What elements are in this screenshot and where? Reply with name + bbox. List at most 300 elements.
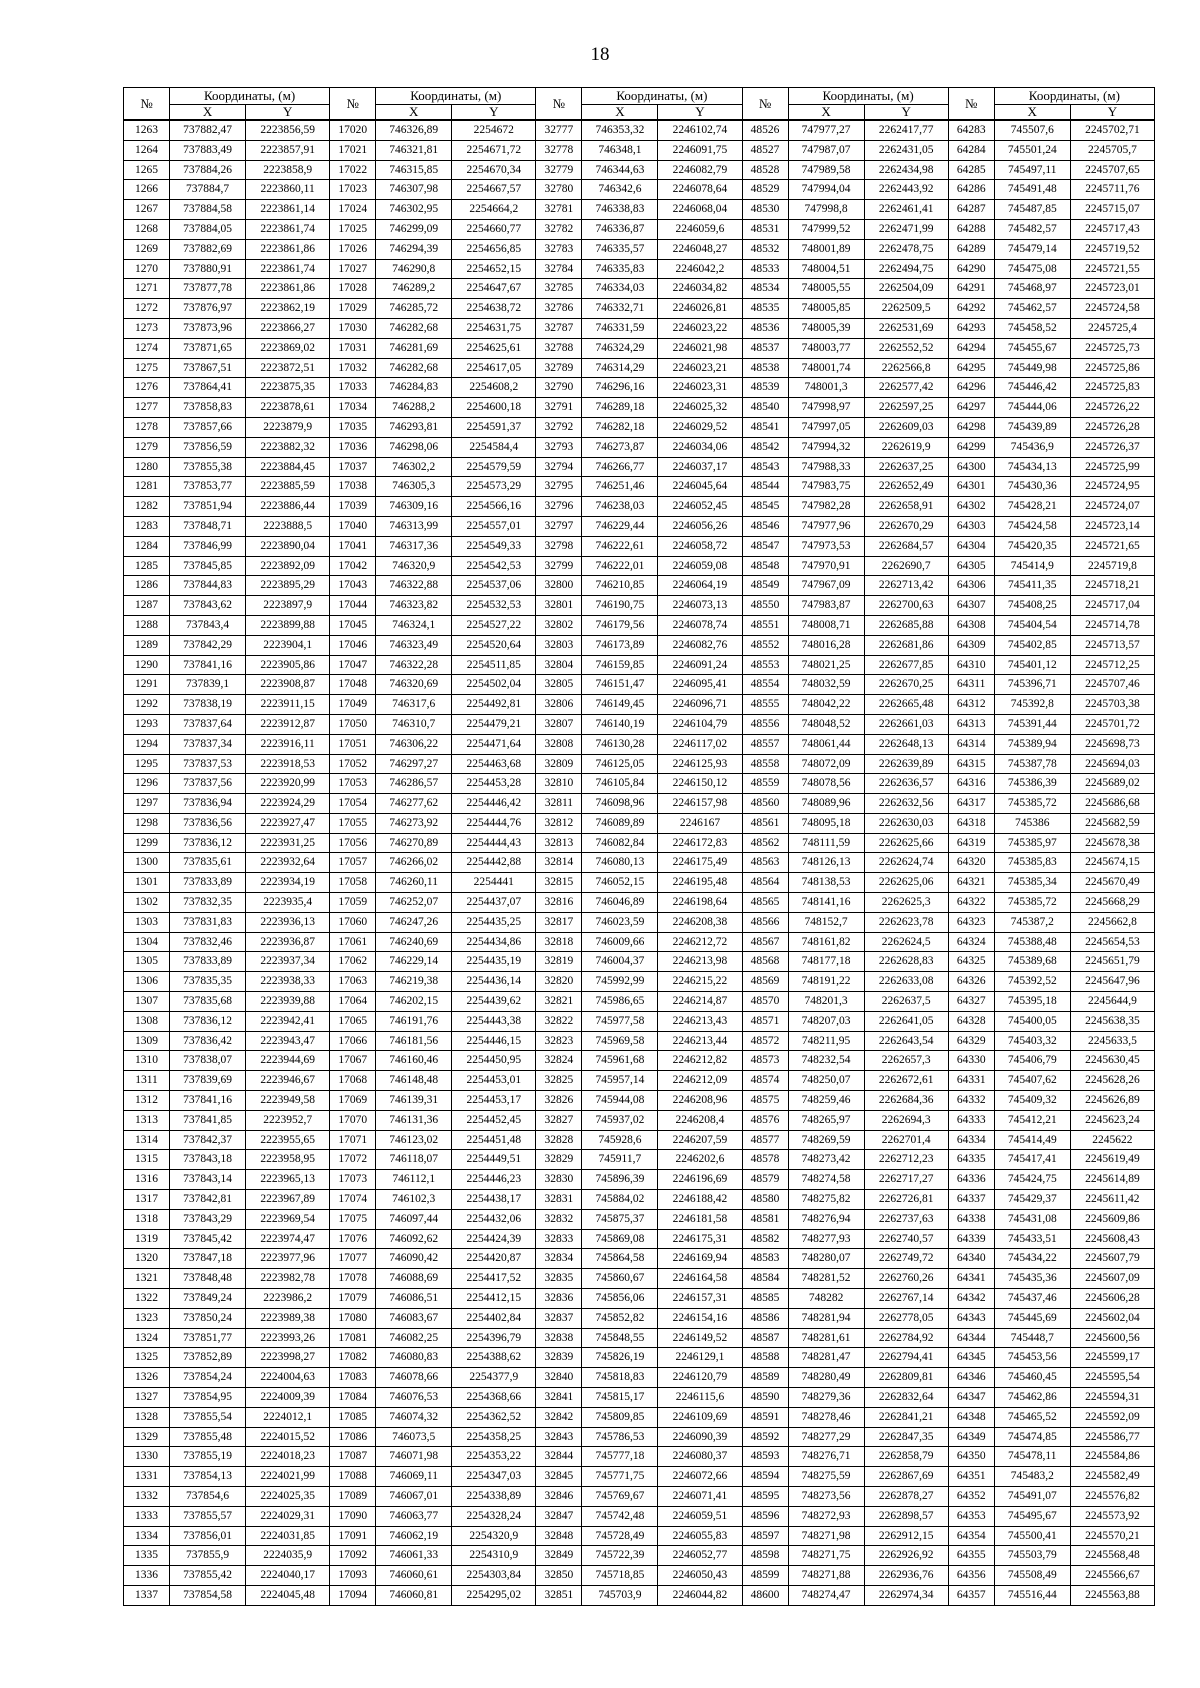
- coord-y-cell: 2223946,67: [246, 1071, 330, 1091]
- coord-x-cell: 746296,16: [582, 378, 658, 398]
- point-number-cell: 17046: [330, 635, 376, 655]
- point-number-cell: 48557: [742, 734, 788, 754]
- point-number-cell: 32825: [536, 1071, 582, 1091]
- coord-y-cell: 2223875,35: [246, 378, 330, 398]
- coord-y-cell: 2262636,57: [864, 774, 948, 794]
- coord-x-cell: 737833,89: [170, 952, 246, 972]
- point-number-cell: 48584: [742, 1269, 788, 1289]
- coord-y-cell: 2246157,98: [658, 794, 742, 814]
- coord-y-cell: 2223911,15: [246, 695, 330, 715]
- coord-x-cell: 746285,72: [376, 299, 452, 319]
- coord-y-cell: 2246029,52: [658, 417, 742, 437]
- coord-y-cell: 2245582,49: [1070, 1467, 1154, 1487]
- coord-y-cell: 2254442,88: [452, 853, 536, 873]
- coord-y-cell: 2262471,99: [864, 219, 948, 239]
- coord-x-cell: 745424,75: [994, 1170, 1070, 1190]
- point-number-cell: 17093: [330, 1566, 376, 1586]
- table-row: [124, 714, 1155, 734]
- point-number-cell: 48535: [742, 299, 788, 319]
- coord-x-cell: 737873,96: [170, 318, 246, 338]
- coord-x-cell: 748021,25: [788, 655, 864, 675]
- coord-y-cell: 2246091,24: [658, 655, 742, 675]
- point-number-cell: 1310: [124, 1051, 170, 1071]
- coord-x-cell: 737833,89: [170, 873, 246, 893]
- coord-y-cell: 2245595,54: [1070, 1368, 1154, 1388]
- point-number-cell: 64327: [948, 992, 994, 1012]
- coord-y-cell: 2262726,81: [864, 1190, 948, 1210]
- coord-y-cell: 2245622: [1070, 1130, 1154, 1150]
- coord-y-cell: 2223989,38: [246, 1308, 330, 1328]
- coord-x-cell: 745896,39: [582, 1170, 658, 1190]
- coord-y-cell: 2254446,23: [452, 1170, 536, 1190]
- point-number-cell: 64304: [948, 536, 994, 556]
- coord-x-cell: 746302,2: [376, 457, 452, 477]
- coord-y-cell: 2262740,57: [864, 1229, 948, 1249]
- point-number-cell: 1274: [124, 338, 170, 358]
- coord-x-cell: 746302,95: [376, 200, 452, 220]
- coord-y-cell: 2254353,22: [452, 1447, 536, 1467]
- point-number-cell: 32798: [536, 536, 582, 556]
- coord-y-cell: 2254471,64: [452, 734, 536, 754]
- point-number-cell: 48569: [742, 972, 788, 992]
- coord-x-cell: 746344,63: [582, 160, 658, 180]
- coord-x-cell: 737884,05: [170, 219, 246, 239]
- coord-y-cell: 2262681,86: [864, 635, 948, 655]
- point-number-cell: 17026: [330, 239, 376, 259]
- coord-y-cell: 2262878,27: [864, 1486, 948, 1506]
- coord-y-cell: 2262657,3: [864, 1051, 948, 1071]
- point-number-cell: 48549: [742, 576, 788, 596]
- coord-y-cell: 2223872,51: [246, 358, 330, 378]
- coord-y-cell: 2246208,96: [658, 1091, 742, 1111]
- coord-y-cell: 2223943,47: [246, 1031, 330, 1051]
- coord-y-cell: 2246188,42: [658, 1190, 742, 1210]
- coord-x-cell: 745424,58: [994, 516, 1070, 536]
- coord-y-cell: 2254388,62: [452, 1348, 536, 1368]
- point-number-cell: 48527: [742, 140, 788, 160]
- point-number-cell: 64340: [948, 1249, 994, 1269]
- coord-y-cell: 2254412,15: [452, 1289, 536, 1309]
- coord-y-cell: 2246213,44: [658, 1031, 742, 1051]
- point-number-cell: 48529: [742, 180, 788, 200]
- coord-x-cell: 745385,72: [994, 893, 1070, 913]
- table-row: [124, 1566, 1155, 1586]
- coord-x-cell: 746335,57: [582, 239, 658, 259]
- coord-y-cell: 2246115,6: [658, 1388, 742, 1408]
- point-number-cell: 17053: [330, 774, 376, 794]
- point-number-cell: 1264: [124, 140, 170, 160]
- coord-x-cell: 748201,3: [788, 992, 864, 1012]
- table-row: [124, 1526, 1155, 1546]
- point-number-cell: 48574: [742, 1071, 788, 1091]
- point-number-cell: 48553: [742, 655, 788, 675]
- coord-y-cell: 2246082,76: [658, 635, 742, 655]
- coord-y-cell: 2223899,88: [246, 615, 330, 635]
- point-number-cell: 1263: [124, 120, 170, 140]
- point-number-cell: 64283: [948, 120, 994, 140]
- coord-y-cell: 2262637,5: [864, 992, 948, 1012]
- coord-x-cell: 746322,88: [376, 576, 452, 596]
- point-number-cell: 48558: [742, 754, 788, 774]
- coord-y-cell: 2254579,59: [452, 457, 536, 477]
- point-number-cell: 64324: [948, 932, 994, 952]
- point-number-cell: 1328: [124, 1407, 170, 1427]
- point-number-cell: 48571: [742, 1011, 788, 1031]
- point-number-cell: 1273: [124, 318, 170, 338]
- coord-y-cell: 2246154,16: [658, 1308, 742, 1328]
- coord-y-cell: 2223882,32: [246, 437, 330, 457]
- coord-x-cell: 745414,49: [994, 1130, 1070, 1150]
- point-number-cell: 48526: [742, 120, 788, 140]
- point-number-cell: 48561: [742, 813, 788, 833]
- point-number-cell: 1330: [124, 1447, 170, 1467]
- coord-x-cell: 737846,99: [170, 536, 246, 556]
- point-number-cell: 32781: [536, 200, 582, 220]
- coord-x-cell: 745777,18: [582, 1447, 658, 1467]
- coord-x-cell: 745448,7: [994, 1328, 1070, 1348]
- coord-x-cell: 745771,75: [582, 1467, 658, 1487]
- coord-y-cell: 2223938,33: [246, 972, 330, 992]
- coord-x-cell: 737855,42: [170, 1566, 246, 1586]
- point-number-cell: 32814: [536, 853, 582, 873]
- coord-x-cell: 748126,13: [788, 853, 864, 873]
- coord-y-cell: 2254672: [452, 120, 536, 140]
- point-number-cell: 17043: [330, 576, 376, 596]
- point-number-cell: 48579: [742, 1170, 788, 1190]
- header-coordinates: Координаты, (м): [994, 88, 1154, 105]
- table-row: [124, 318, 1155, 338]
- coord-x-cell: 737851,77: [170, 1328, 246, 1348]
- coord-x-cell: 737853,77: [170, 477, 246, 497]
- coord-x-cell: 746210,85: [582, 576, 658, 596]
- point-number-cell: 1313: [124, 1110, 170, 1130]
- coord-x-cell: 745403,32: [994, 1031, 1070, 1051]
- point-number-cell: 48572: [742, 1031, 788, 1051]
- point-number-cell: 48560: [742, 794, 788, 814]
- point-number-cell: 17036: [330, 437, 376, 457]
- coord-y-cell: 2246034,82: [658, 279, 742, 299]
- point-number-cell: 64310: [948, 655, 994, 675]
- coord-x-cell: 746102,3: [376, 1190, 452, 1210]
- table-row: [124, 1249, 1155, 1269]
- point-number-cell: 64343: [948, 1308, 994, 1328]
- coord-x-cell: 746282,68: [376, 318, 452, 338]
- point-number-cell: 48581: [742, 1209, 788, 1229]
- coord-y-cell: 2246023,21: [658, 358, 742, 378]
- coord-x-cell: 745389,94: [994, 734, 1070, 754]
- point-number-cell: 1335: [124, 1546, 170, 1566]
- table-row: [124, 497, 1155, 517]
- point-number-cell: 1280: [124, 457, 170, 477]
- coord-y-cell: 2254435,19: [452, 952, 536, 972]
- point-number-cell: 48598: [742, 1546, 788, 1566]
- coord-x-cell: 746219,38: [376, 972, 452, 992]
- coord-x-cell: 747994,32: [788, 437, 864, 457]
- coord-y-cell: 2262417,77: [864, 120, 948, 140]
- coord-x-cell: 745460,45: [994, 1368, 1070, 1388]
- coord-y-cell: 2254652,15: [452, 259, 536, 279]
- coord-y-cell: 2262443,92: [864, 180, 948, 200]
- coord-y-cell: 2245647,96: [1070, 972, 1154, 992]
- coord-y-cell: 2254656,85: [452, 239, 536, 259]
- point-number-cell: 1323: [124, 1308, 170, 1328]
- coord-y-cell: 2254446,15: [452, 1031, 536, 1051]
- table-row: [124, 338, 1155, 358]
- coord-y-cell: 2246090,39: [658, 1427, 742, 1447]
- point-number-cell: 64309: [948, 635, 994, 655]
- coord-y-cell: 2224035,9: [246, 1546, 330, 1566]
- coord-x-cell: 737842,81: [170, 1190, 246, 1210]
- coord-x-cell: 748272,93: [788, 1506, 864, 1526]
- coord-x-cell: 745769,67: [582, 1486, 658, 1506]
- coord-x-cell: 745944,08: [582, 1091, 658, 1111]
- coord-y-cell: 2245725,83: [1070, 378, 1154, 398]
- coord-y-cell: 2254591,37: [452, 417, 536, 437]
- point-number-cell: 32847: [536, 1506, 582, 1526]
- point-number-cell: 1320: [124, 1249, 170, 1269]
- coord-y-cell: 2254424,39: [452, 1229, 536, 1249]
- point-number-cell: 1322: [124, 1289, 170, 1309]
- point-number-cell: 1267: [124, 200, 170, 220]
- coord-x-cell: 746305,3: [376, 477, 452, 497]
- coord-y-cell: 2245568,48: [1070, 1546, 1154, 1566]
- point-number-cell: 17047: [330, 655, 376, 675]
- coord-y-cell: 2262867,69: [864, 1467, 948, 1487]
- coord-x-cell: 748089,96: [788, 794, 864, 814]
- point-number-cell: 17082: [330, 1348, 376, 1368]
- coord-x-cell: 745458,52: [994, 318, 1070, 338]
- coord-y-cell: 2223869,02: [246, 338, 330, 358]
- coord-y-cell: 2254660,77: [452, 219, 536, 239]
- coord-x-cell: 737843,14: [170, 1170, 246, 1190]
- table-row: [124, 536, 1155, 556]
- coord-y-cell: 2246042,2: [658, 259, 742, 279]
- coord-y-cell: 2254600,18: [452, 398, 536, 418]
- coord-y-cell: 2245630,45: [1070, 1051, 1154, 1071]
- coord-y-cell: 2254420,87: [452, 1249, 536, 1269]
- point-number-cell: 64296: [948, 378, 994, 398]
- coord-y-cell: 2254303,84: [452, 1566, 536, 1586]
- coord-x-cell: 748273,42: [788, 1150, 864, 1170]
- coord-y-cell: 2245701,72: [1070, 714, 1154, 734]
- coord-x-cell: 745937,02: [582, 1110, 658, 1130]
- point-number-cell: 64313: [948, 714, 994, 734]
- coord-x-cell: 748250,07: [788, 1071, 864, 1091]
- coord-y-cell: 2223967,89: [246, 1190, 330, 1210]
- coord-x-cell: 745445,69: [994, 1308, 1070, 1328]
- point-number-cell: 17076: [330, 1229, 376, 1249]
- table-row: [124, 1289, 1155, 1309]
- coord-y-cell: 2223886,44: [246, 497, 330, 517]
- coord-y-cell: 2254537,06: [452, 576, 536, 596]
- point-number-cell: 48547: [742, 536, 788, 556]
- coord-y-cell: 2262936,76: [864, 1566, 948, 1586]
- table-row: [124, 912, 1155, 932]
- point-number-cell: 48596: [742, 1506, 788, 1526]
- point-number-cell: 64290: [948, 259, 994, 279]
- coord-x-cell: 745414,9: [994, 556, 1070, 576]
- coord-x-cell: 737854,95: [170, 1388, 246, 1408]
- coord-y-cell: 2246175,49: [658, 853, 742, 873]
- coord-y-cell: 2246213,43: [658, 1011, 742, 1031]
- coord-x-cell: 737837,53: [170, 754, 246, 774]
- point-number-cell: 64325: [948, 952, 994, 972]
- coord-x-cell: 746324,29: [582, 338, 658, 358]
- point-number-cell: 64300: [948, 457, 994, 477]
- coord-x-cell: 746297,27: [376, 754, 452, 774]
- point-number-cell: 17083: [330, 1368, 376, 1388]
- point-number-cell: 32796: [536, 497, 582, 517]
- coord-x-cell: 746323,49: [376, 635, 452, 655]
- coord-y-cell: 2262632,56: [864, 794, 948, 814]
- point-number-cell: 48575: [742, 1091, 788, 1111]
- point-number-cell: 1270: [124, 259, 170, 279]
- coord-x-cell: 737843,4: [170, 615, 246, 635]
- coord-y-cell: 2246212,82: [658, 1051, 742, 1071]
- point-number-cell: 48577: [742, 1130, 788, 1150]
- point-number-cell: 64356: [948, 1566, 994, 1586]
- coord-y-cell: 2254670,34: [452, 160, 536, 180]
- coord-y-cell: 2246208,4: [658, 1110, 742, 1130]
- point-number-cell: 32812: [536, 813, 582, 833]
- coord-x-cell: 748001,3: [788, 378, 864, 398]
- point-number-cell: 64347: [948, 1388, 994, 1408]
- coord-x-cell: 746322,28: [376, 655, 452, 675]
- point-number-cell: 48533: [742, 259, 788, 279]
- coord-x-cell: 737867,51: [170, 358, 246, 378]
- point-number-cell: 48551: [742, 615, 788, 635]
- coord-x-cell: 746238,03: [582, 497, 658, 517]
- point-number-cell: 17079: [330, 1289, 376, 1309]
- coord-x-cell: 745468,97: [994, 279, 1070, 299]
- coord-y-cell: 2223858,9: [246, 160, 330, 180]
- coord-x-cell: 748111,59: [788, 833, 864, 853]
- point-number-cell: 1297: [124, 794, 170, 814]
- point-number-cell: 17042: [330, 556, 376, 576]
- coord-x-cell: 748161,82: [788, 932, 864, 952]
- point-number-cell: 48595: [742, 1486, 788, 1506]
- coord-x-cell: 746284,83: [376, 378, 452, 398]
- coord-y-cell: 2245644,9: [1070, 992, 1154, 1012]
- table-row: [124, 1348, 1155, 1368]
- coord-y-cell: 2254617,05: [452, 358, 536, 378]
- header-coordinates: Координаты, (м): [170, 88, 330, 105]
- coord-y-cell: 2245715,07: [1070, 200, 1154, 220]
- coord-x-cell: 737841,85: [170, 1110, 246, 1130]
- coord-y-cell: 2246150,12: [658, 774, 742, 794]
- coord-y-cell: 2245719,8: [1070, 556, 1154, 576]
- coord-x-cell: 745385,97: [994, 833, 1070, 853]
- point-number-cell: 64294: [948, 338, 994, 358]
- point-number-cell: 48583: [742, 1249, 788, 1269]
- coord-y-cell: 2246164,58: [658, 1269, 742, 1289]
- point-number-cell: 17088: [330, 1467, 376, 1487]
- point-number-cell: 32784: [536, 259, 582, 279]
- header-x: X: [170, 105, 246, 121]
- coord-x-cell: 746338,83: [582, 200, 658, 220]
- coord-x-cell: 737848,71: [170, 516, 246, 536]
- coord-x-cell: 748277,93: [788, 1229, 864, 1249]
- coord-y-cell: 2245608,43: [1070, 1229, 1154, 1249]
- point-number-cell: 32836: [536, 1289, 582, 1309]
- point-number-cell: 48545: [742, 497, 788, 517]
- coord-y-cell: 2262670,25: [864, 675, 948, 695]
- point-number-cell: 17052: [330, 754, 376, 774]
- coord-y-cell: 2246213,98: [658, 952, 742, 972]
- coord-x-cell: 745439,89: [994, 417, 1070, 437]
- coord-x-cell: 745856,06: [582, 1289, 658, 1309]
- coord-x-cell: 737831,83: [170, 912, 246, 932]
- point-number-cell: 48585: [742, 1289, 788, 1309]
- table-row: [124, 1486, 1155, 1506]
- coord-x-cell: 737855,19: [170, 1447, 246, 1467]
- point-number-cell: 64297: [948, 398, 994, 418]
- coord-x-cell: 748276,94: [788, 1209, 864, 1229]
- header-y: Y: [864, 105, 948, 121]
- table-row: [124, 853, 1155, 873]
- coord-y-cell: 2262832,64: [864, 1388, 948, 1408]
- header-y: Y: [658, 105, 742, 121]
- table-row: [124, 754, 1155, 774]
- coord-y-cell: 2223931,25: [246, 833, 330, 853]
- point-number-cell: 48591: [742, 1407, 788, 1427]
- coord-x-cell: 745728,49: [582, 1526, 658, 1546]
- coord-y-cell: 2262434,98: [864, 160, 948, 180]
- coord-y-cell: 2246214,87: [658, 992, 742, 1012]
- coord-x-cell: 745400,05: [994, 1011, 1070, 1031]
- point-number-cell: 17074: [330, 1190, 376, 1210]
- table-row: [124, 1130, 1155, 1150]
- coord-x-cell: 745437,46: [994, 1289, 1070, 1309]
- coord-y-cell: 2262767,14: [864, 1289, 948, 1309]
- coord-x-cell: 748152,7: [788, 912, 864, 932]
- point-number-cell: 32843: [536, 1427, 582, 1447]
- point-number-cell: 48556: [742, 714, 788, 734]
- point-number-cell: 48541: [742, 417, 788, 437]
- table-row: [124, 833, 1155, 853]
- coord-x-cell: 745487,85: [994, 200, 1070, 220]
- coord-x-cell: 737884,26: [170, 160, 246, 180]
- coord-x-cell: 746273,92: [376, 813, 452, 833]
- coord-y-cell: 2245662,8: [1070, 912, 1154, 932]
- coord-y-cell: 2245711,76: [1070, 180, 1154, 200]
- coord-x-cell: 746148,48: [376, 1071, 452, 1091]
- point-number-cell: 48567: [742, 932, 788, 952]
- coord-y-cell: 2246072,66: [658, 1467, 742, 1487]
- coord-x-cell: 747999,52: [788, 219, 864, 239]
- coord-x-cell: 745718,85: [582, 1566, 658, 1586]
- coord-y-cell: 2223856,59: [246, 120, 330, 140]
- point-number-cell: 64289: [948, 239, 994, 259]
- point-number-cell: 32828: [536, 1130, 582, 1150]
- coord-x-cell: 737839,1: [170, 675, 246, 695]
- coord-x-cell: 748003,77: [788, 338, 864, 358]
- coord-x-cell: 745431,08: [994, 1209, 1070, 1229]
- coord-y-cell: 2246068,04: [658, 200, 742, 220]
- point-number-cell: 1309: [124, 1031, 170, 1051]
- coord-x-cell: 737841,16: [170, 1091, 246, 1111]
- point-number-cell: 1332: [124, 1486, 170, 1506]
- point-number-cell: 1293: [124, 714, 170, 734]
- coord-y-cell: 2246195,48: [658, 873, 742, 893]
- coord-y-cell: 2223879,9: [246, 417, 330, 437]
- header-coordinates: Координаты, (м): [376, 88, 536, 105]
- coord-x-cell: 745385,83: [994, 853, 1070, 873]
- coord-y-cell: 2246175,31: [658, 1229, 742, 1249]
- point-number-cell: 32838: [536, 1328, 582, 1348]
- point-number-cell: 32831: [536, 1190, 582, 1210]
- point-number-cell: 64355: [948, 1546, 994, 1566]
